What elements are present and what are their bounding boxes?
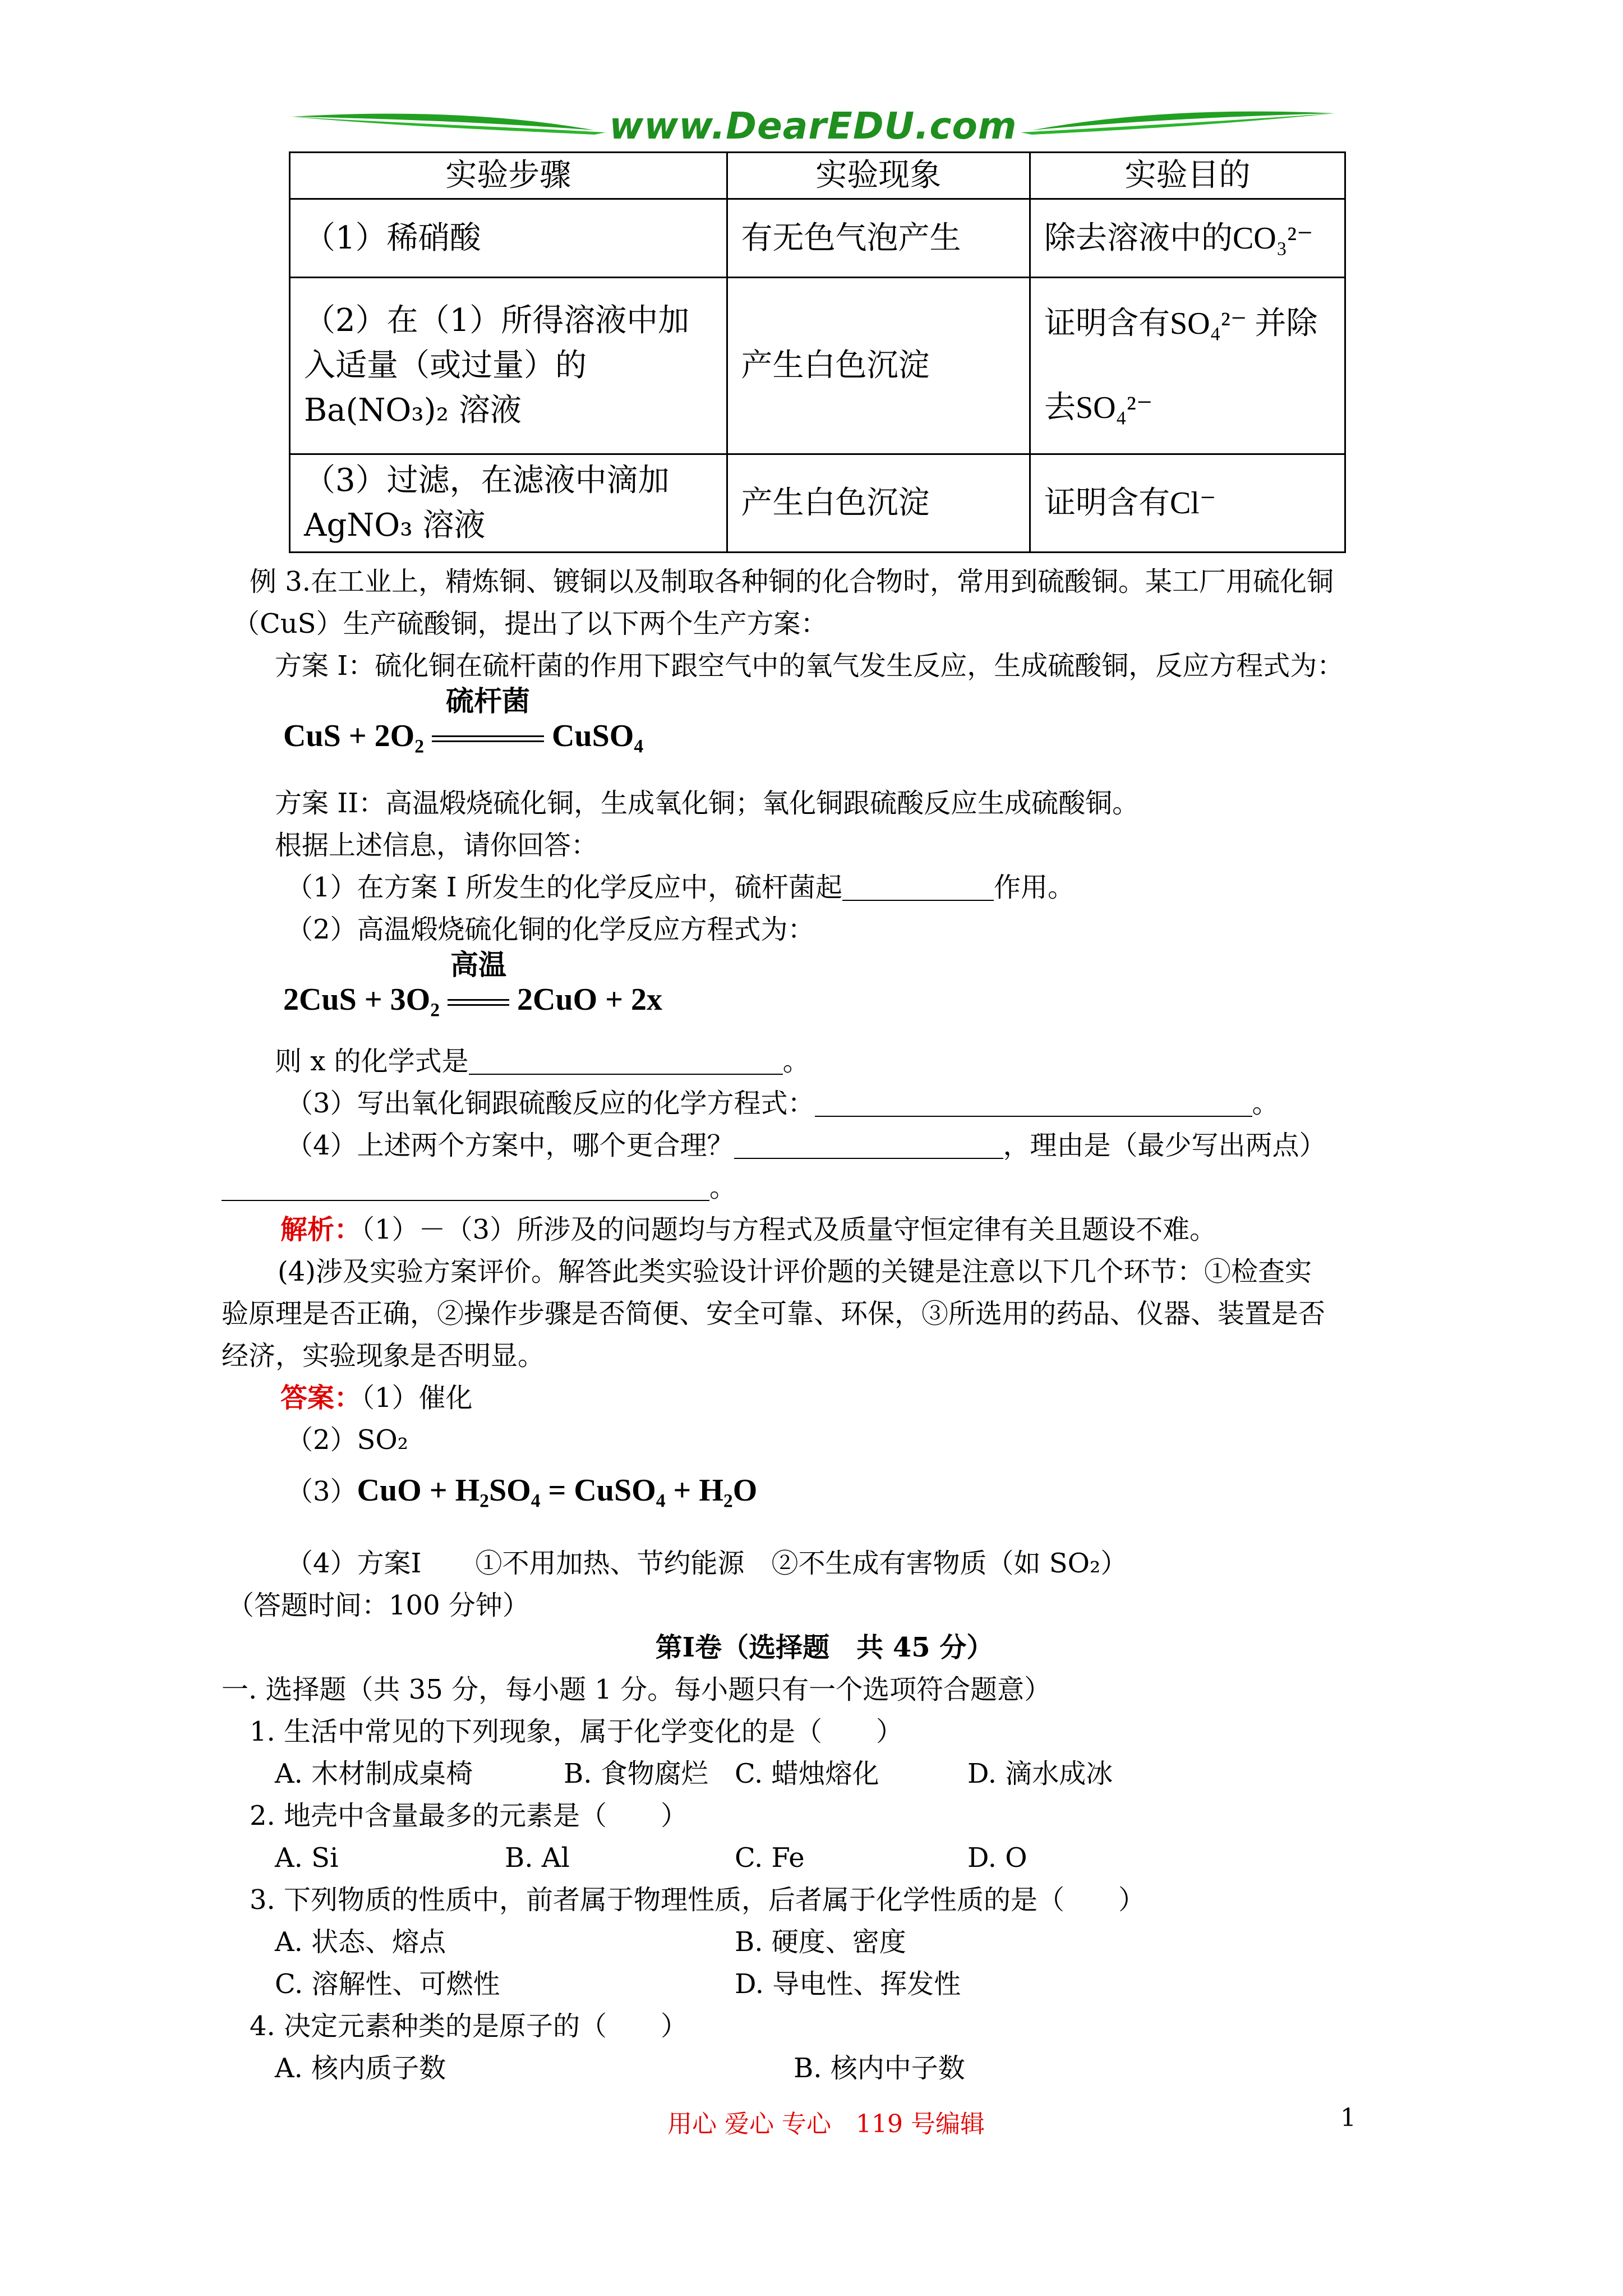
analysis-line xyxy=(280,1209,1216,1251)
paragraph: 根据上述信息，请你回答： xyxy=(275,830,598,861)
equation-left: 2CuS + 3O₂ xyxy=(283,982,440,1017)
table-header-row xyxy=(290,153,1345,199)
question-text: （3）写出氧化铜跟硫酸反应的化学方程式： xyxy=(286,1088,815,1119)
answer-text: （4）方案Ⅰ ①不用加热、节约能源 ②不生成有害物质（如 SO₂） xyxy=(286,1548,1128,1579)
option[interactable]: C. 溶解性、可燃性 xyxy=(275,1968,500,2000)
experiment-table xyxy=(289,151,1346,553)
question-line xyxy=(222,1167,736,1209)
paragraph: 方案 II：高温煅烧硫化铜，生成氧化铜；氧化铜跟硫酸反应生成硫酸铜。 xyxy=(275,788,1140,819)
table-cell: 证明含有Cl⁻ xyxy=(1030,454,1345,553)
analysis-label: 解析： xyxy=(280,1214,362,1245)
table-cell: 产生白色沉淀 xyxy=(727,278,1030,454)
question-line xyxy=(275,1041,810,1083)
table-row xyxy=(290,199,1345,278)
answer-text: （2）SO₂ xyxy=(286,1424,409,1456)
reaction-condition: 高温 xyxy=(450,949,506,981)
option[interactable]: C. 蜡烛熔化 xyxy=(735,1758,879,1789)
table-cell: （1）稀硝酸 xyxy=(290,199,727,278)
question-stem: 1. 生活中常见的下列现象，属于化学变化的是（ ） xyxy=(250,1716,903,1747)
question-stem: 4. 决定元素种类的是原子的（ ） xyxy=(250,2010,688,2042)
footer-text: 用心 爱心 专心 119 号编辑 xyxy=(667,2110,985,2138)
option[interactable]: C. Fe xyxy=(735,1842,805,1874)
option[interactable]: B. 食物腐烂 xyxy=(564,1758,708,1789)
question-text: 。 xyxy=(1252,1088,1279,1119)
site-brand[interactable]: www.DearEDU.com xyxy=(609,104,1017,148)
answer-blank[interactable] xyxy=(469,1047,783,1075)
time-note: （答题时间：100 分钟） xyxy=(227,1590,529,1621)
answer-line xyxy=(286,1470,757,1513)
table-header: 实验目的 xyxy=(1030,153,1345,199)
paragraph: 方案 I：硫化铜在硫杆菌的作用下跟空气中的氧气发生反应，生成硫酸铜，反应方程式为： xyxy=(275,650,1344,682)
equation-1 xyxy=(283,685,644,757)
analysis-text: 验原理是否正确，②操作步骤是否简便、安全可靠、环保，③所选用的药品、仪器、装置是否 xyxy=(222,1298,1326,1329)
section-title: 第Ⅰ卷（选择题 共 45 分） xyxy=(655,1632,994,1663)
question-line xyxy=(286,1125,1326,1167)
table-cell: 有无色气泡产生 xyxy=(727,199,1030,278)
reaction-arrow xyxy=(432,685,544,757)
question-text: （1）在方案 I 所发生的化学反应中，硫杆菌起 xyxy=(286,872,843,903)
equation-right: CuSO₄ xyxy=(552,719,644,753)
part-heading: 一. 选择题（共 35 分，每小题 1 分。每小题只有一个选项符合题意） xyxy=(222,1674,1052,1705)
answer-line xyxy=(280,1377,473,1419)
option[interactable]: B. 硬度、密度 xyxy=(735,1926,906,1958)
paragraph: 例 3.在工业上，精炼铜、镀铜以及制取各种铜的化合物时，常用到硫酸铜。某工厂用硫化铜 xyxy=(250,566,1334,597)
answer-label: 答案： xyxy=(280,1382,362,1414)
answer-text: （1）催化 xyxy=(361,1382,473,1414)
table-cell: （2）在（1）所得溶液中加入适量（或过量）的 Ba(NO₃)₂ 溶液 xyxy=(290,278,727,454)
option[interactable]: A. 核内质子数 xyxy=(275,2053,446,2084)
answer-blank[interactable] xyxy=(842,873,994,901)
analysis-text: 经济，实验现象是否明显。 xyxy=(222,1340,545,1372)
question-text: （4）上述两个方案中，哪个更合理？ xyxy=(286,1130,734,1161)
page-number: 1 xyxy=(1340,2104,1356,2132)
option[interactable]: A. Si xyxy=(275,1842,339,1874)
option[interactable]: B. Al xyxy=(505,1842,570,1874)
option[interactable]: B. 核内中子数 xyxy=(794,2053,965,2084)
option[interactable]: A. 木材制成桌椅 xyxy=(275,1758,473,1789)
equation-left: CuS + 2O₂ xyxy=(283,719,424,753)
question-line xyxy=(286,867,1075,909)
question-stem: 2. 地壳中含量最多的元素是（ ） xyxy=(250,1800,688,1832)
equation-2 xyxy=(283,949,663,1021)
question-text: ，理由是（最少写出两点） xyxy=(1003,1130,1326,1161)
reaction-condition: 硫杆菌 xyxy=(446,685,530,717)
answer-blank[interactable] xyxy=(815,1089,1252,1117)
table-cell: （3）过滤，在滤液中滴加 AgNO₃ 溶液 xyxy=(290,454,727,553)
analysis-text: （1）－（3）所涉及的问题均与方程式及质量守恒定律有关且题设不难。 xyxy=(361,1214,1217,1245)
answer-equation: CuO + H₂SO₄ = CuSO₄ + H₂O xyxy=(357,1473,758,1508)
table-row xyxy=(290,454,1345,553)
option[interactable]: D. O xyxy=(967,1842,1027,1874)
site-logo xyxy=(292,101,1335,151)
table-cell: 产生白色沉淀 xyxy=(727,454,1030,553)
answer-text: （3） xyxy=(286,1476,357,1507)
option[interactable]: D. 滴水成冰 xyxy=(967,1758,1113,1789)
question-text: 。 xyxy=(782,1046,810,1077)
answer-blank[interactable] xyxy=(222,1173,709,1201)
question-text: 则 x 的化学式是 xyxy=(275,1046,469,1077)
table-header: 实验现象 xyxy=(727,153,1030,199)
table-row xyxy=(290,278,1345,454)
option[interactable]: A. 状态、熔点 xyxy=(275,1926,446,1958)
paragraph: （CuS）生产硫酸铜，提出了以下两个生产方案： xyxy=(233,608,828,639)
question-text: 。 xyxy=(709,1172,737,1203)
table-header: 实验步骤 xyxy=(290,153,727,199)
question-line xyxy=(286,1083,1279,1125)
table-cell: 证明含有SO₄²⁻ 并除去SO₄²⁻ xyxy=(1030,278,1345,454)
equation-right: 2CuO + 2x xyxy=(517,982,663,1017)
table-cell: 除去溶液中的CO₃²⁻ xyxy=(1030,199,1345,278)
reaction-arrow xyxy=(448,949,509,1021)
question-text: 作用。 xyxy=(994,872,1075,903)
answer-blank[interactable] xyxy=(734,1131,1003,1159)
question-stem: 3. 下列物质的性质中，前者属于物理性质，后者属于化学性质的是（ ） xyxy=(250,1884,1146,1916)
analysis-text: (4)涉及实验方案评价。解答此类实验设计评价题的关键是注意以下几个环节：①检查实 xyxy=(278,1256,1312,1287)
paragraph: （2）高温煅烧硫化铜的化学反应方程式为： xyxy=(286,914,815,945)
option[interactable]: D. 导电性、挥发性 xyxy=(735,1968,961,2000)
